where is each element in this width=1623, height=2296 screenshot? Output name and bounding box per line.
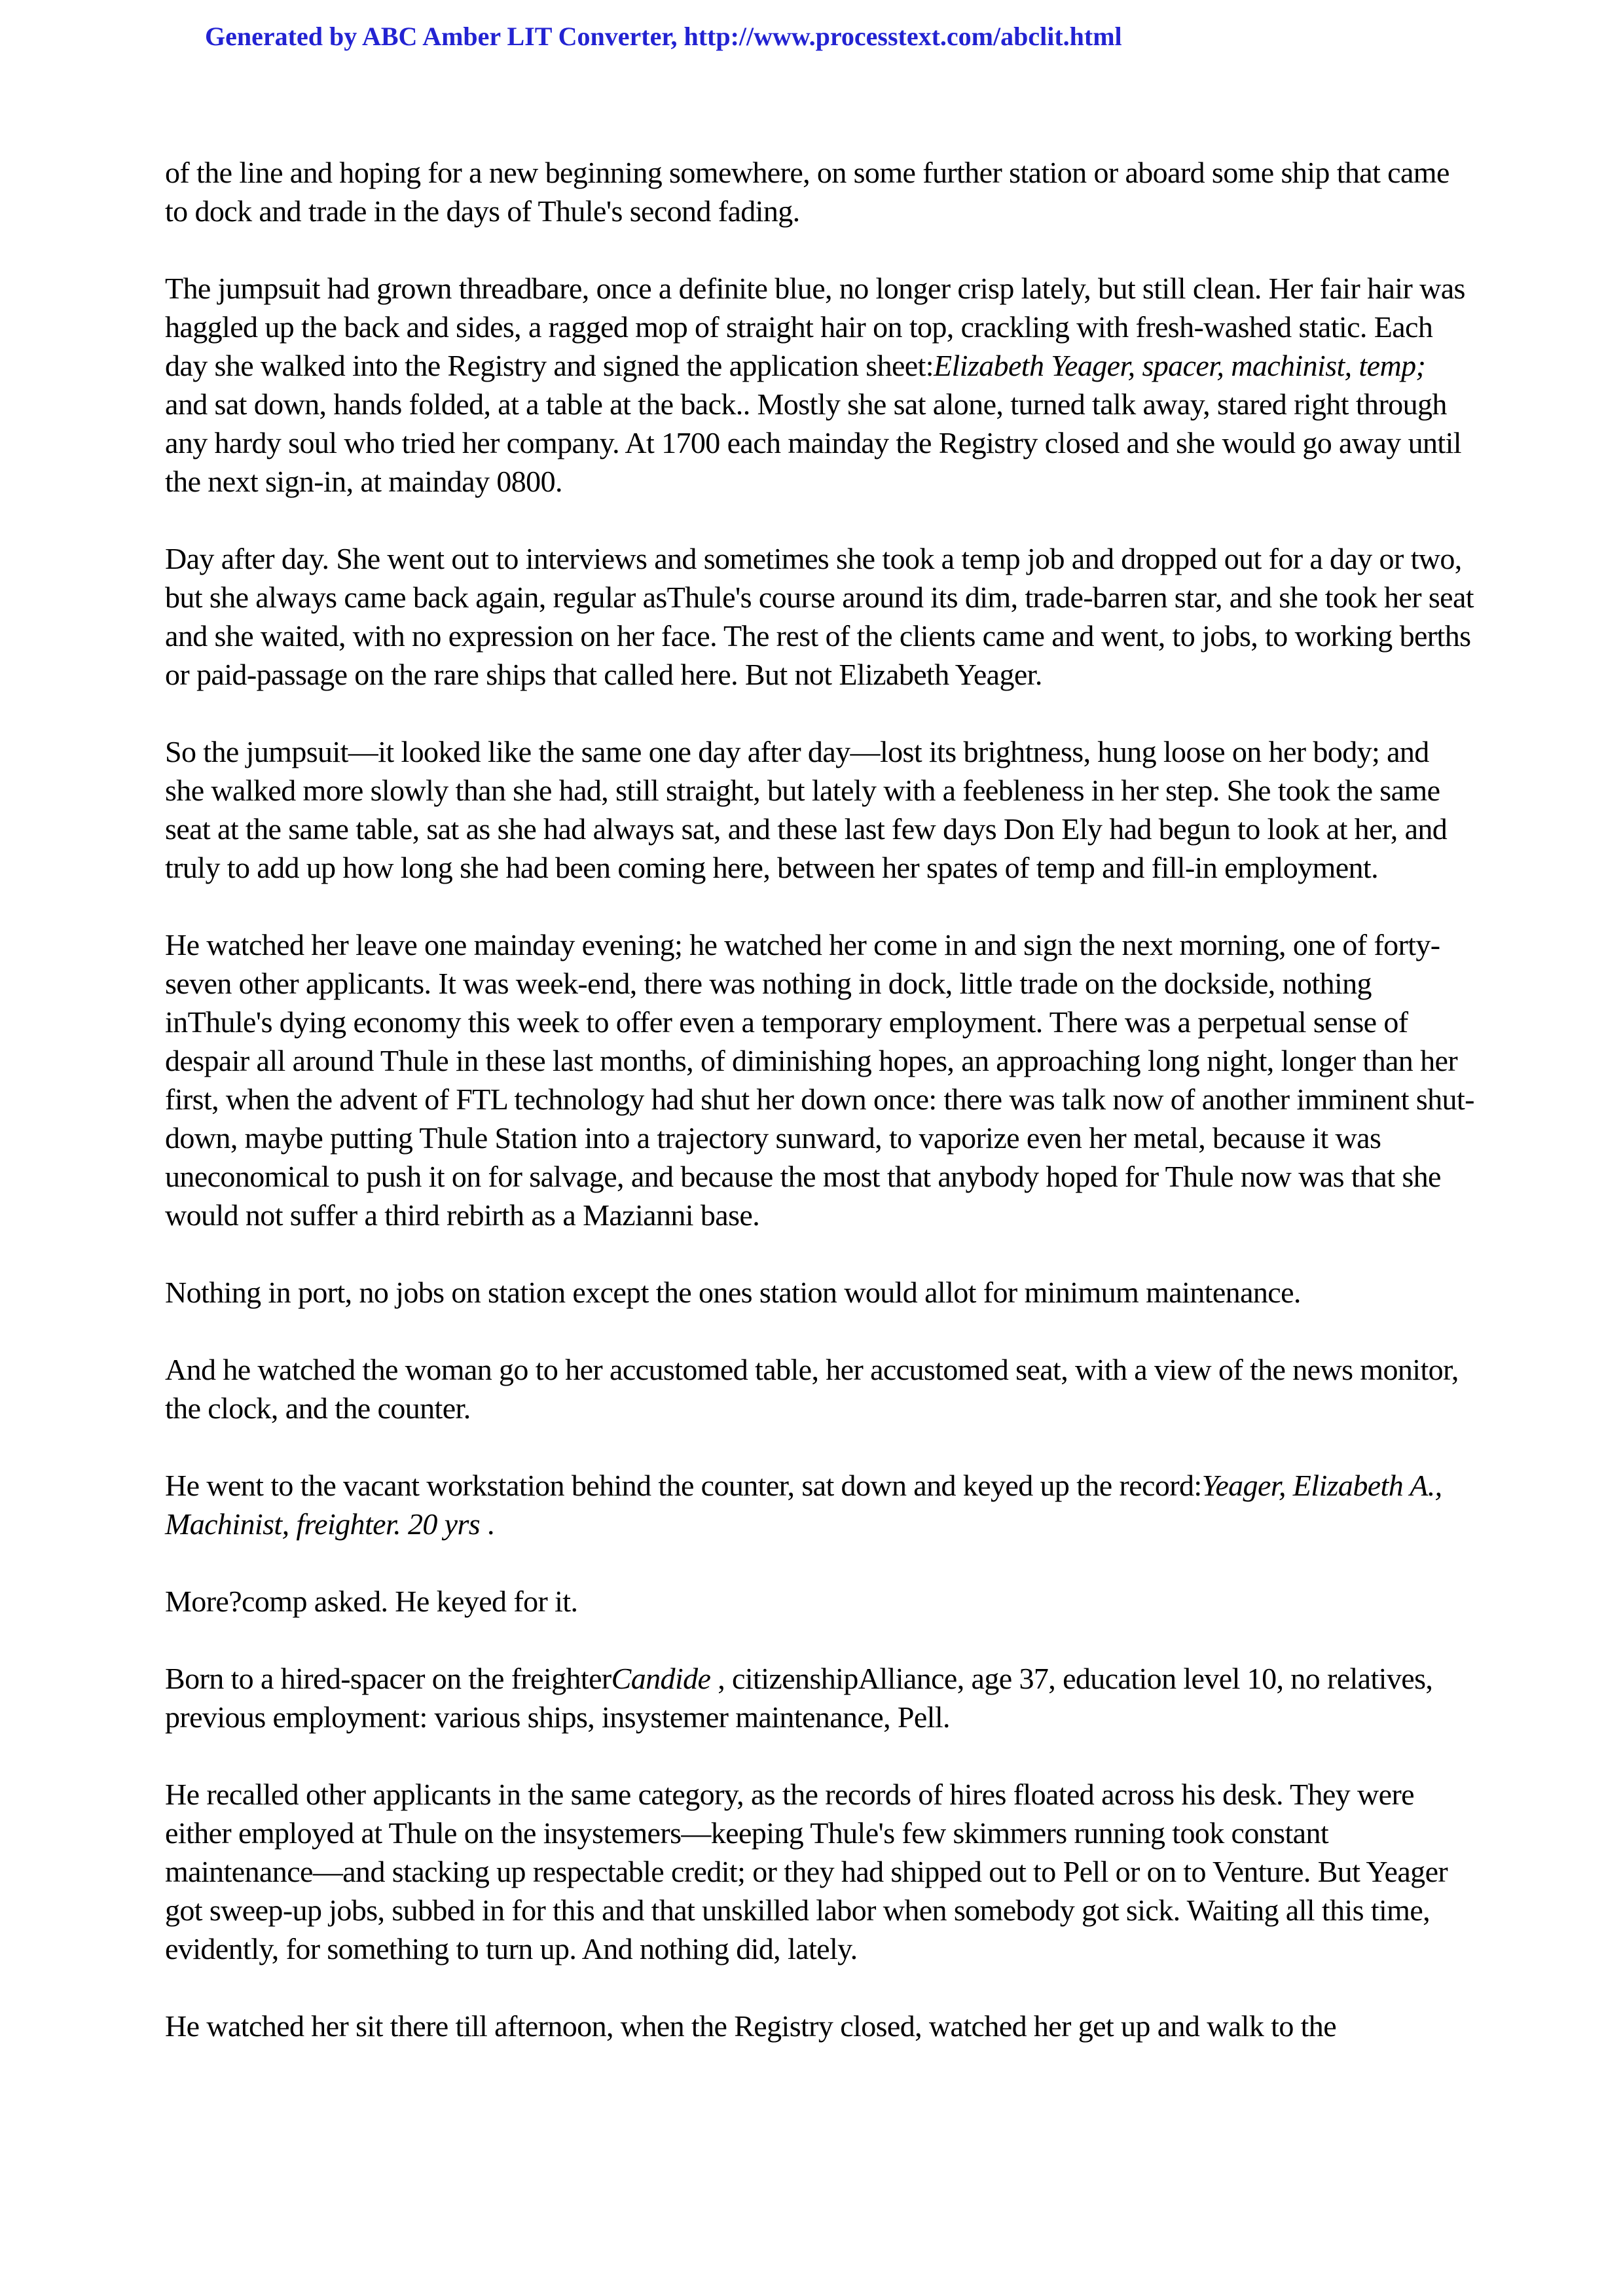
paragraph	[165, 1775, 1474, 1968]
text-run: Day after day. She went out to interviews and sometimes she took a temp job and dropped out for a day or two, but she always came back again, regular asThule's course around its dim, trade-barren star, and she took her seat and she waited, with no expression on her face. The rest of the clients came and went, to jobs, to working berths or paid-passage on the rare ships that called here. But not Elizabeth Yeager.	[165, 542, 1474, 691]
paragraph	[165, 732, 1474, 887]
text-run: and sat down, hands folded, at a table at the back.. Mostly she sat alone, turned talk away, stared right through any hardy soul who tried her company. At 1700 each mainday the Registry closed and she would go away until the next sign-in, at mainday 0800.	[165, 387, 1461, 498]
paragraph	[165, 1582, 1474, 1621]
text-run: He watched her sit there till afternoon, when the Registry closed, watched her get up and walk to the	[165, 2009, 1337, 2043]
text-run: of the line and hoping for a new beginning somewhere, on some further station or aboard some ship that came to dock and trade in the days of Thule's second fading.	[165, 156, 1450, 228]
text-run: , citizenshipAlliance, age 37, education level 10, no relatives, previous employment: various ships, insystemer maintenance, Pell.	[165, 1662, 1433, 1734]
document-body	[165, 153, 1474, 2045]
text-run: He went to the vacant workstation behind the counter, sat down and keyed up the record:	[165, 1469, 1202, 1502]
italic-run: Yeager, Elizabeth A., Machinist, freighter. 20 yrs	[165, 1469, 1442, 1541]
paragraph	[165, 1273, 1474, 1312]
text-run: .	[480, 1507, 494, 1541]
text-run: So the jumpsuit—it looked like the same one day after day—lost its brightness, hung loose on her body; and she walked more slowly than she had, still straight, but lately with a feebleness in her step. She took the same seat at the same table, sat as she had always sat, and these last few days Don Ely had begun to look at her, and truly to add up how long she had been coming here, between her spates of temp and fill-in employment.	[165, 735, 1448, 884]
paragraph	[165, 153, 1474, 230]
paragraph	[165, 539, 1474, 694]
text-run: He watched her leave one mainday evening; he watched her come in and sign the next morning, one of forty-seven other applicants. It was week-end, there was nothing in dock, little trade on the dockside, nothing inThule's dying economy this week to offer even a temporary employment. There was a perpetual sense of despair all around Thule in these last months, of diminishing hopes, an approaching long night, longer than her first, when the advent of FTL technology had shut her down once: there was talk now of another imminent shut-down, maybe putting Thule Station into a trajectory sunward, to vaporize even her metal, because it was uneconomical to push it on for salvage, and because the most that anybody hoped for Thule now was that she would not suffer a third rebirth as a Mazianni base.	[165, 928, 1474, 1232]
paragraph	[165, 269, 1474, 501]
text-run: Born to a hired-spacer on the freighter	[165, 1662, 611, 1695]
paragraph	[165, 1350, 1474, 1427]
text-run: Nothing in port, no jobs on station except the ones station would allot for minimum maintenance.	[165, 1276, 1301, 1309]
text-run: The jumpsuit had grown threadbare, once a definite blue, no longer crisp lately, but still clean. Her fair hair was haggled up the back and sides, a ragged mop of straight hair on top, crackling with fresh-washed static. Each day she walked into the Registry and signed the application sheet:	[165, 272, 1465, 382]
text-run: More?comp asked. He keyed for it.	[165, 1585, 578, 1618]
italic-run: Candide	[611, 1662, 711, 1695]
text-run: He recalled other applicants in the same category, as the records of hires floated across his desk. They were either employed at Thule on the insystemers—keeping Thule's few skimmers running took constant maintenance—and stacking up respectable credit; or they had shipped out to Pell or on to Venture. But Yeager got sweep-up jobs, subbed in for this and that unskilled labor when somebody got sick. Waiting all this time, evidently, for something to turn up. And nothing did, lately.	[165, 1778, 1448, 1965]
paragraph	[165, 925, 1474, 1234]
text-run: And he watched the woman go to her accustomed table, her accustomed seat, with a view of the news monitor, the clock, and the counter.	[165, 1353, 1459, 1425]
italic-run: Elizabeth Yeager, spacer, machinist, temp;	[934, 349, 1426, 382]
paragraph	[165, 1466, 1474, 1543]
paragraph	[165, 1659, 1474, 1736]
converter-header: Generated by ABC Amber LIT Converter, http://www.processtext.com/abclit.html	[205, 22, 1122, 51]
paragraph	[165, 2007, 1474, 2045]
